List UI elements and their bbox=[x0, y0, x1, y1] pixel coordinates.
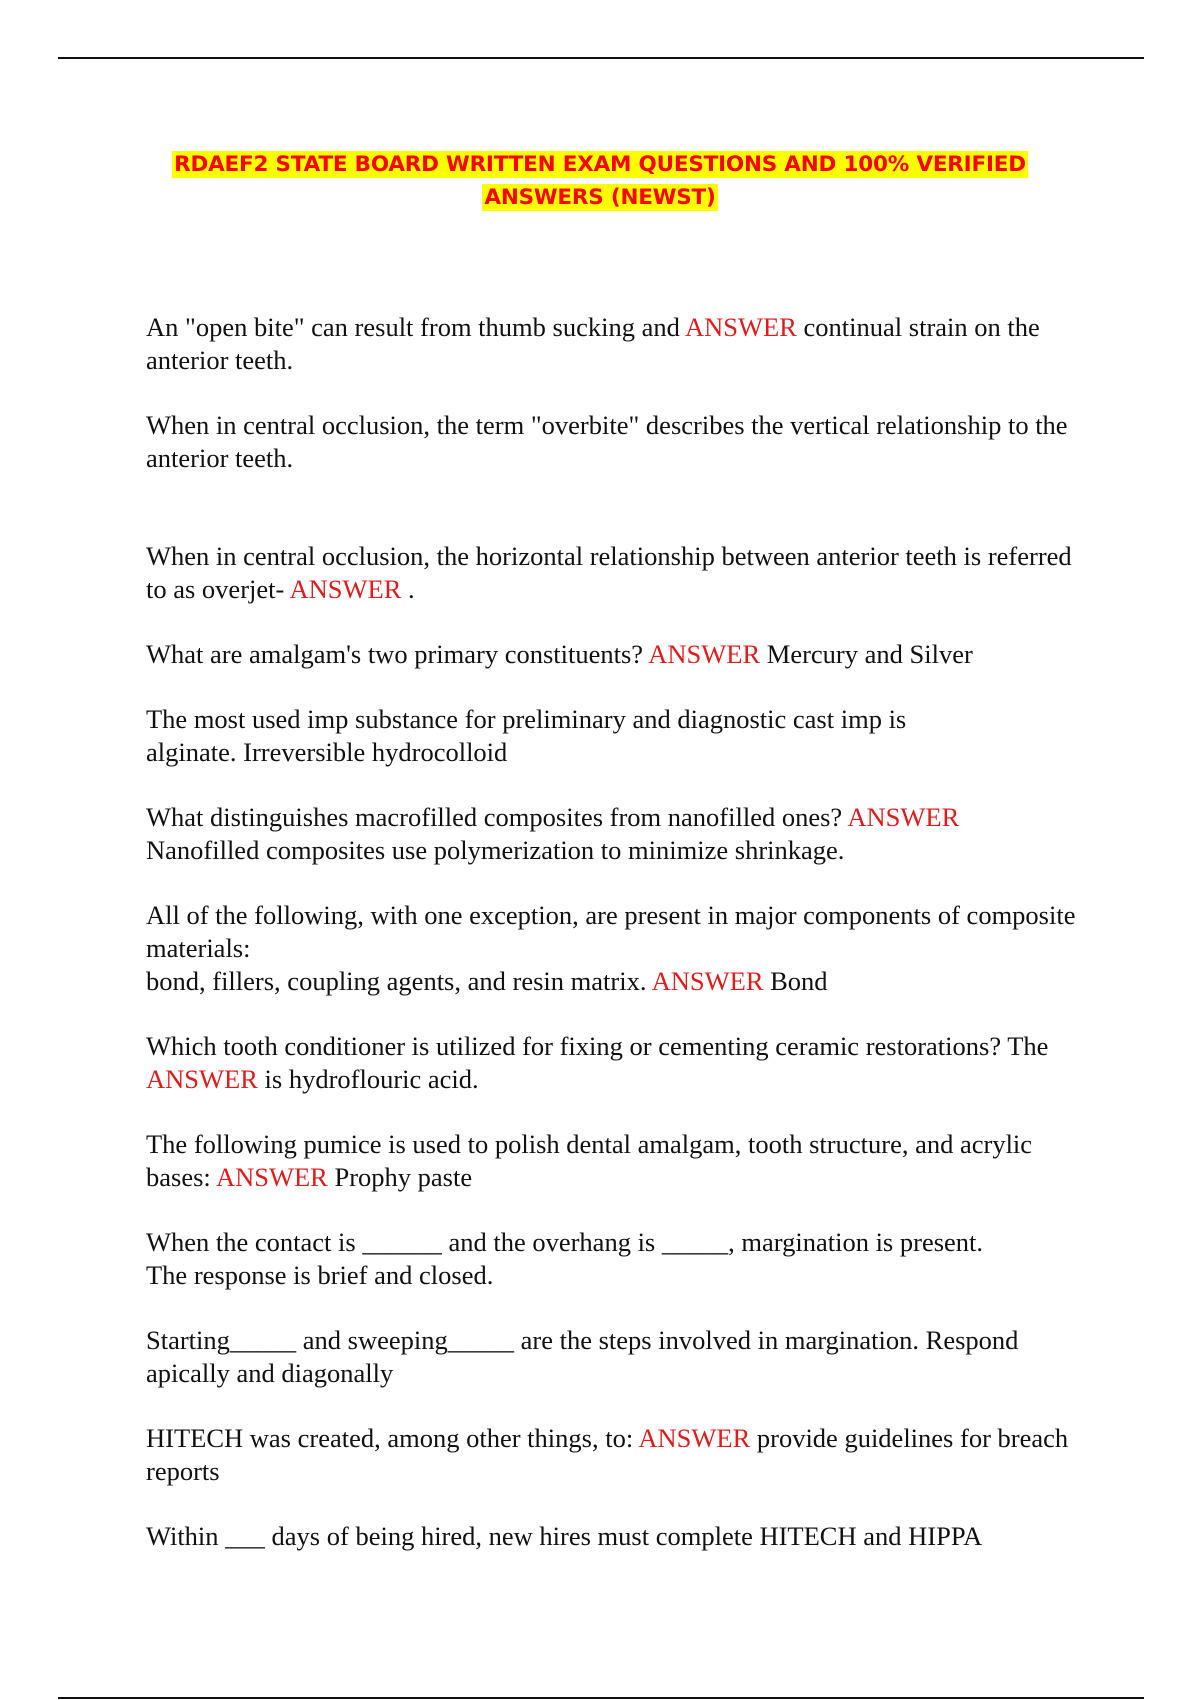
question-text: HITECH was created, among other things, to: bbox=[146, 1423, 639, 1453]
question-text: An "open bite" can result from thumb sucking and bbox=[146, 312, 686, 342]
top-rule bbox=[58, 57, 1144, 59]
answer-text: . bbox=[408, 574, 415, 604]
answer-label: ANSWER bbox=[638, 1423, 751, 1453]
title-line-1: RDAEF2 STATE BOARD WRITTEN EXAM QUESTIONS AND 100% VERIFIED bbox=[174, 152, 1026, 177]
qa-item-13 bbox=[146, 1520, 1076, 1553]
bottom-rule bbox=[58, 1697, 1144, 1699]
answer-text: Mercury and Silver bbox=[766, 639, 973, 669]
question-text: When in central occlusion, the term "overbite" describes the vertical relationship to the anterior teeth. bbox=[146, 410, 1068, 473]
question-text: All of the following, with one exception, are present in major components of composite materials: bbox=[146, 900, 1076, 963]
question-text: What distinguishes macrofilled composites from nanofilled ones? bbox=[146, 802, 848, 832]
answer-label: ANSWER bbox=[215, 1162, 328, 1192]
document-title bbox=[0, 148, 1200, 214]
answer-text: The response is brief and closed. bbox=[146, 1260, 494, 1290]
qa-item-10 bbox=[146, 1226, 1076, 1292]
question-text: Within ___ days of being hired, new hires must complete HITECH and HIPPA bbox=[146, 1521, 983, 1551]
qa-list bbox=[146, 311, 1076, 1585]
question-text: Which tooth conditioner is utilized for fixing or cementing ceramic restorations? The bbox=[146, 1031, 1049, 1061]
answer-text: is hydroflouric acid. bbox=[264, 1064, 479, 1094]
question-text: When in central occlusion, the horizontal relationship between anterior teeth is referred to as overjet- bbox=[146, 541, 1072, 604]
qa-item-1 bbox=[146, 311, 1076, 377]
answer-label: ANSWER bbox=[289, 574, 402, 604]
qa-item-11 bbox=[146, 1324, 1076, 1390]
answer-text: Nanofilled composites use polymerization to minimize shrinkage. bbox=[146, 835, 845, 865]
question-options: bond, fillers, coupling agents, and resin matrix. bbox=[146, 966, 652, 996]
question-text: The following pumice is used to polish dental amalgam, tooth structure, and acrylic bases: bbox=[146, 1129, 1033, 1192]
answer-label: ANSWER bbox=[146, 1064, 258, 1094]
qa-item-4 bbox=[146, 638, 1076, 671]
answer-text: Prophy paste bbox=[334, 1162, 473, 1192]
question-text: What are amalgam's two primary constituents? bbox=[146, 639, 649, 669]
qa-item-6 bbox=[146, 801, 1076, 867]
qa-item-12 bbox=[146, 1422, 1076, 1488]
qa-item-9 bbox=[146, 1128, 1076, 1194]
qa-item-5 bbox=[146, 703, 1076, 769]
question-text: Starting_____ and sweeping_____ are the steps involved in margination. Respond bbox=[146, 1325, 1019, 1355]
question-text: The most used imp substance for preliminary and diagnostic cast imp is bbox=[146, 704, 907, 734]
answer-text: Bond bbox=[770, 966, 828, 996]
answer-label: ANSWER bbox=[847, 802, 960, 832]
qa-item-2 bbox=[146, 409, 1076, 475]
answer-label: ANSWER bbox=[651, 966, 764, 996]
qa-item-7 bbox=[146, 899, 1076, 998]
answer-text: continual strain on the anterior teeth. bbox=[146, 312, 1040, 375]
title-line-2: ANSWERS (NEWST) bbox=[484, 185, 716, 210]
answer-label: ANSWER bbox=[648, 639, 761, 669]
answer-text: alginate. Irreversible hydrocolloid bbox=[146, 737, 508, 767]
qa-item-8 bbox=[146, 1030, 1076, 1096]
qa-item-3 bbox=[146, 540, 1076, 606]
answer-text: provide guidelines for breach reports bbox=[146, 1423, 1069, 1486]
answer-text: apically and diagonally bbox=[146, 1358, 394, 1388]
question-text: When the contact is ______ and the overhang is _____, margination is present. bbox=[146, 1227, 984, 1257]
answer-label: ANSWER bbox=[685, 312, 797, 342]
